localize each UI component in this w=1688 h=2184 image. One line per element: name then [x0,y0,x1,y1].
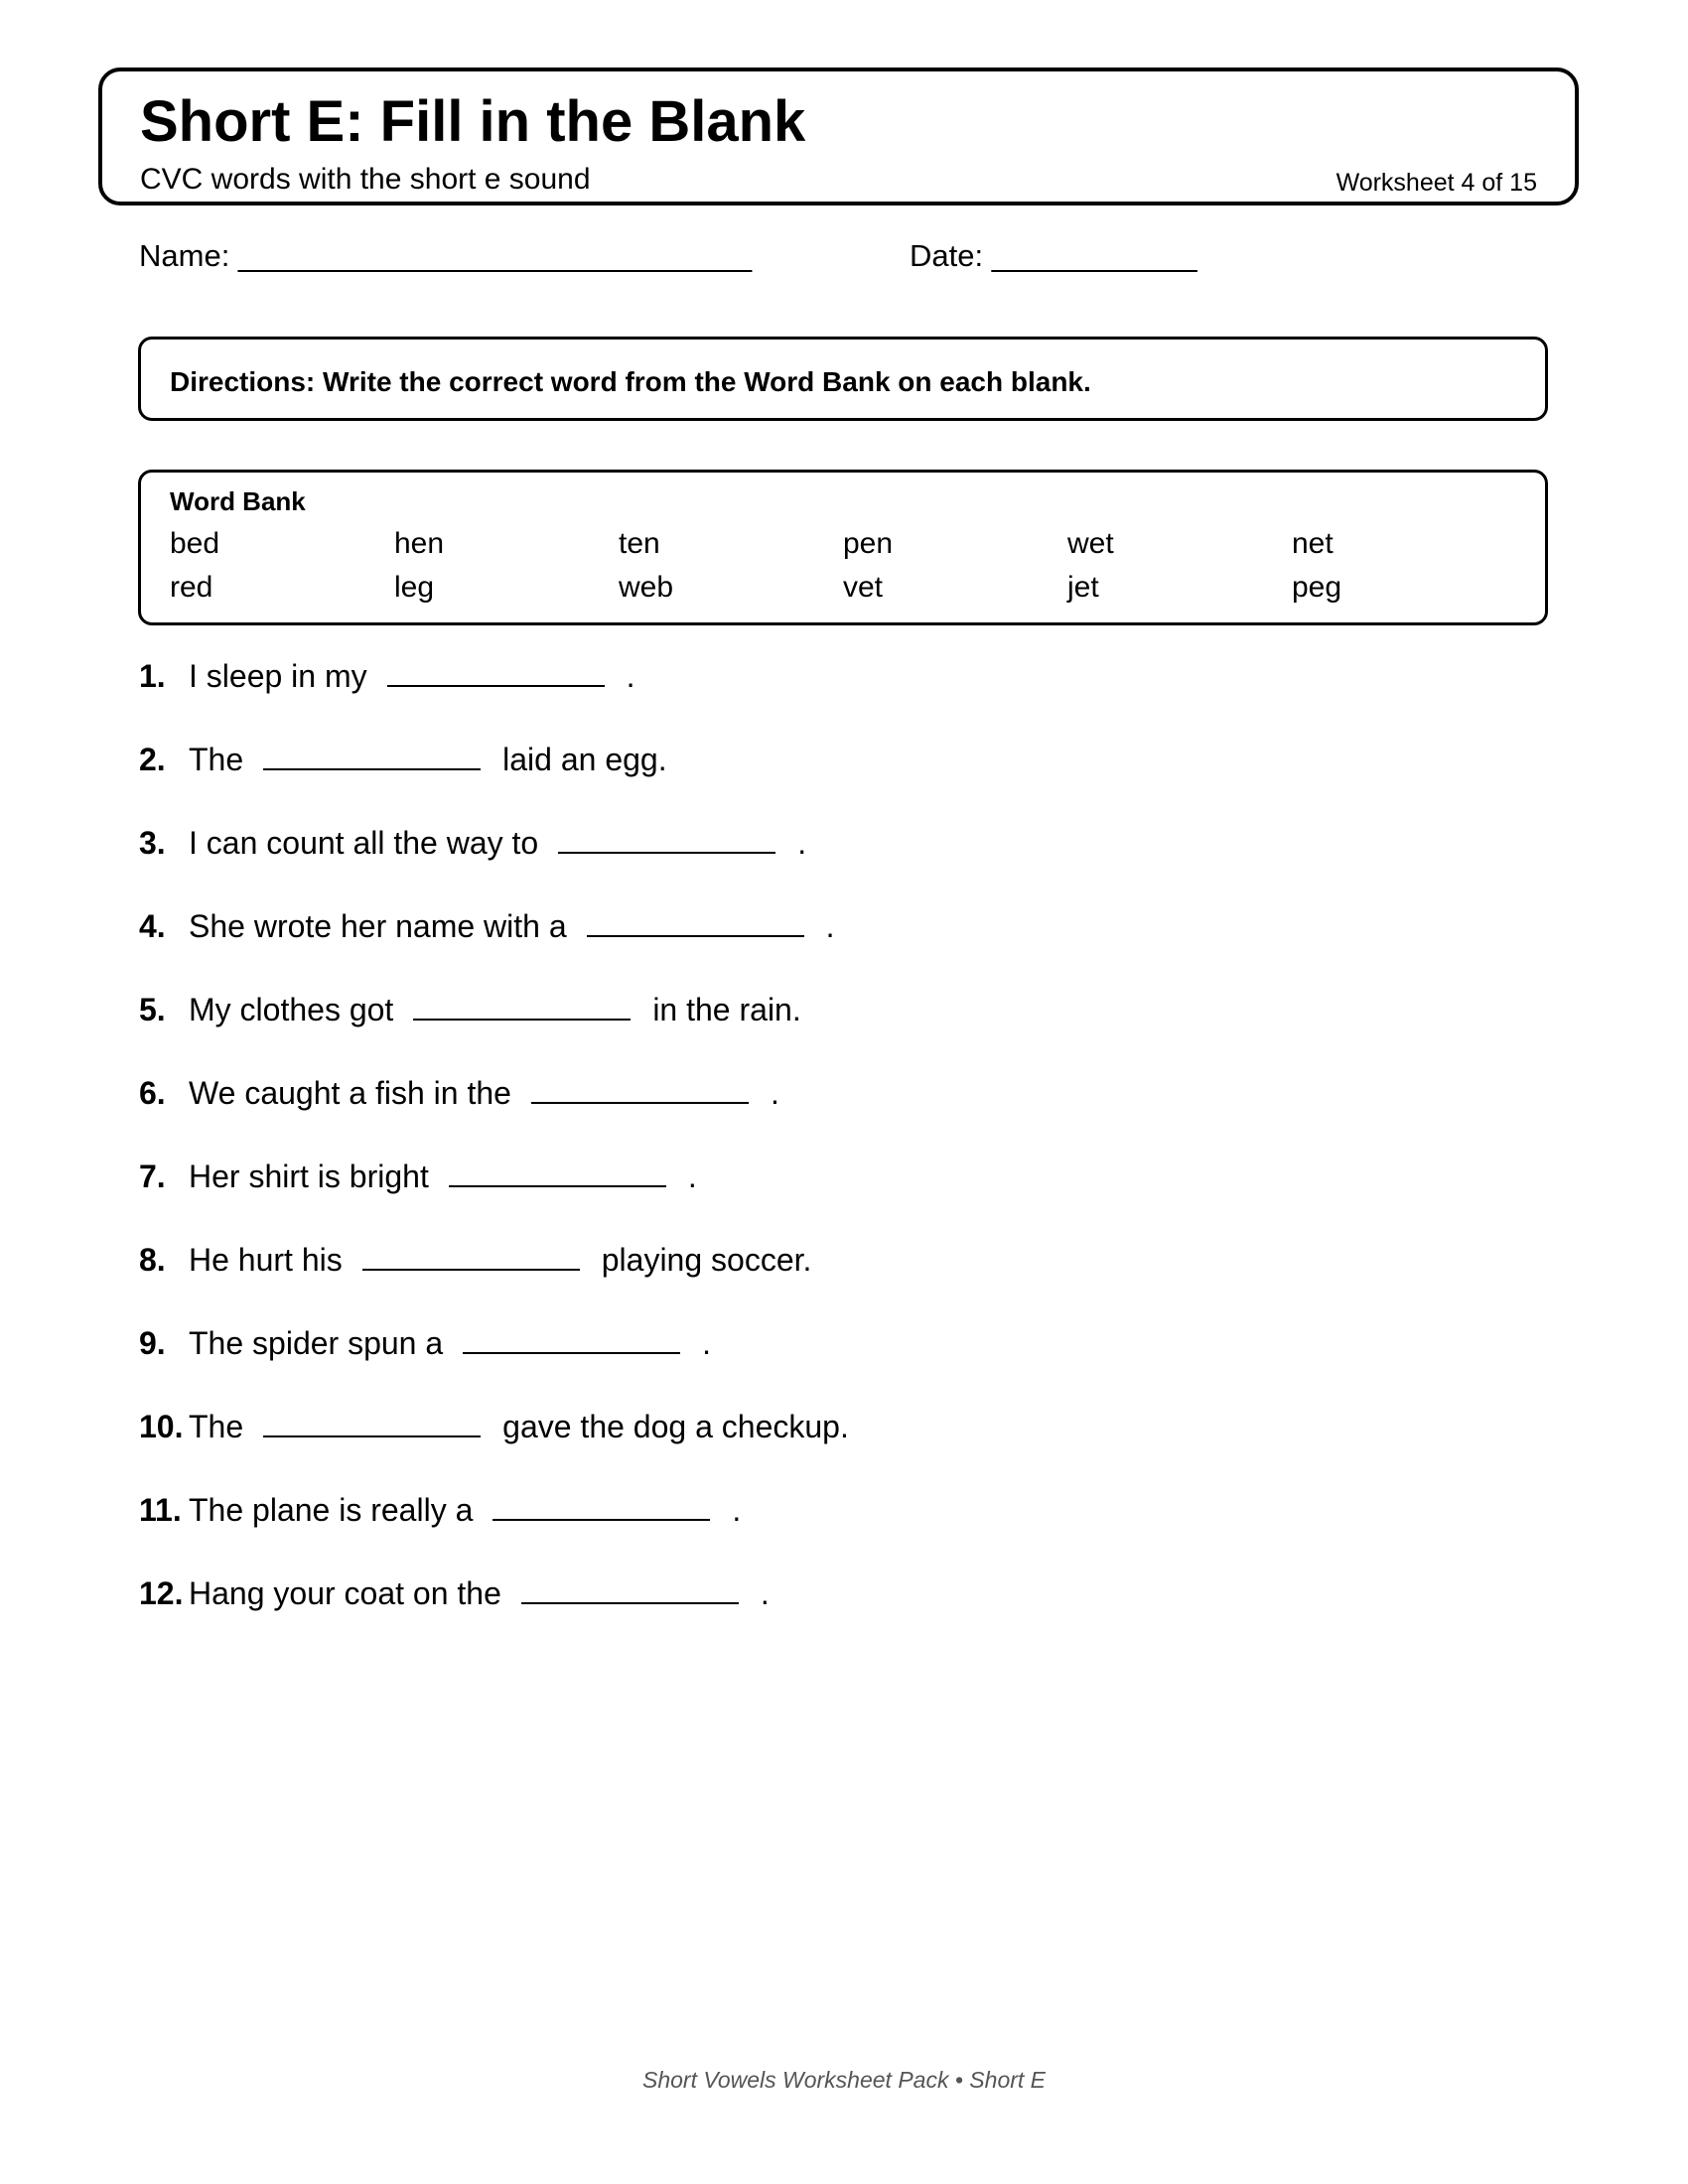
word-bank-word: pen [843,527,894,560]
word-bank-word: vet [843,571,884,604]
answer-blank[interactable] [449,1156,666,1187]
question-text-before: I sleep in my [189,658,367,694]
worksheet-header [98,68,1579,205]
question-text-after: . [760,1575,770,1611]
question-text-before: The [189,742,244,777]
question-text-before: Her shirt is bright [189,1159,429,1194]
question-text-before: My clothes got [189,992,394,1027]
word-bank-title: Word Bank [170,486,306,516]
question-number: 1. [139,658,166,694]
answer-blank[interactable] [558,822,775,854]
question-item [139,1572,770,1612]
answer-blank[interactable] [531,1072,749,1104]
question-text-after: in the rain. [652,992,801,1027]
question-text-after: laid an egg. [502,742,667,777]
question-number: 6. [139,1075,166,1111]
question-item [139,1072,779,1112]
name-field: Name: ______________________________ [139,238,753,273]
directions-box [138,337,1548,421]
worksheet-number: Worksheet 4 of 15 [1336,169,1537,197]
question-item [139,905,835,945]
question-text-before: She wrote her name with a [189,908,567,944]
question-item [139,1239,811,1279]
answer-blank[interactable] [387,655,605,687]
answer-blank[interactable] [263,1406,481,1437]
word-bank-word: net [1292,527,1334,560]
question-number: 5. [139,992,166,1027]
answer-blank[interactable] [463,1322,680,1354]
question-item [139,822,806,862]
question-text-after: . [770,1075,779,1111]
question-item [139,1406,849,1445]
question-item [139,739,667,778]
question-number: 11. [139,1492,182,1528]
question-number: 4. [139,908,166,944]
answer-blank[interactable] [362,1239,580,1271]
date-field: Date: ____________ [910,238,1197,273]
question-item [139,1489,741,1529]
question-text-after: . [732,1492,742,1528]
question-text-after: playing soccer. [601,1242,812,1278]
question-text-before: The spider spun a [189,1325,444,1361]
word-bank [138,470,1548,625]
word-bank-word: ten [619,527,660,560]
question-text-before: I can count all the way to [189,825,539,861]
word-bank-word: bed [170,527,220,560]
question-text-after: . [797,825,807,861]
question-text-before: Hang your coat on the [189,1575,501,1611]
question-text-before: We caught a fish in the [189,1075,511,1111]
question-number: 3. [139,825,166,861]
question-text-after: gave the dog a checkup. [502,1409,849,1444]
question-text-before: He hurt his [189,1242,343,1278]
page-subtitle: CVC words with the short e sound [140,163,591,196]
question-number: 10. [139,1409,184,1444]
answer-blank[interactable] [492,1489,710,1521]
word-bank-word: leg [394,571,435,604]
question-item [139,655,635,695]
question-item [139,1322,711,1362]
question-text-after: . [825,908,835,944]
answer-blank[interactable] [587,905,804,937]
directions-text: Directions: Write the correct word from the Word Bank on each blank. [170,366,1091,397]
word-bank-word: red [170,571,213,604]
question-text-after: . [702,1325,712,1361]
question-number: 8. [139,1242,166,1278]
answer-blank[interactable] [521,1572,739,1604]
question-text-before: The [189,1409,244,1444]
question-text-after: . [626,658,635,694]
word-bank-word: hen [394,527,445,560]
word-bank-word: jet [1067,571,1099,604]
question-item [139,1156,697,1195]
word-bank-word: web [619,571,674,604]
question-number: 12. [139,1575,184,1611]
question-number: 2. [139,742,166,777]
question-text-after: . [687,1159,697,1194]
answer-blank[interactable] [413,989,631,1021]
page-title: Short E: Fill in the Blank [140,89,806,154]
answer-blank[interactable] [263,739,481,770]
page-footer: Short Vowels Worksheet Pack • Short E [641,2067,1047,2093]
word-bank-word: wet [1067,527,1114,560]
question-text-before: The plane is really a [189,1492,474,1528]
question-item [139,989,801,1028]
question-number: 7. [139,1159,166,1194]
word-bank-grid [170,529,1516,603]
word-bank-word: peg [1292,571,1342,604]
question-number: 9. [139,1325,166,1361]
